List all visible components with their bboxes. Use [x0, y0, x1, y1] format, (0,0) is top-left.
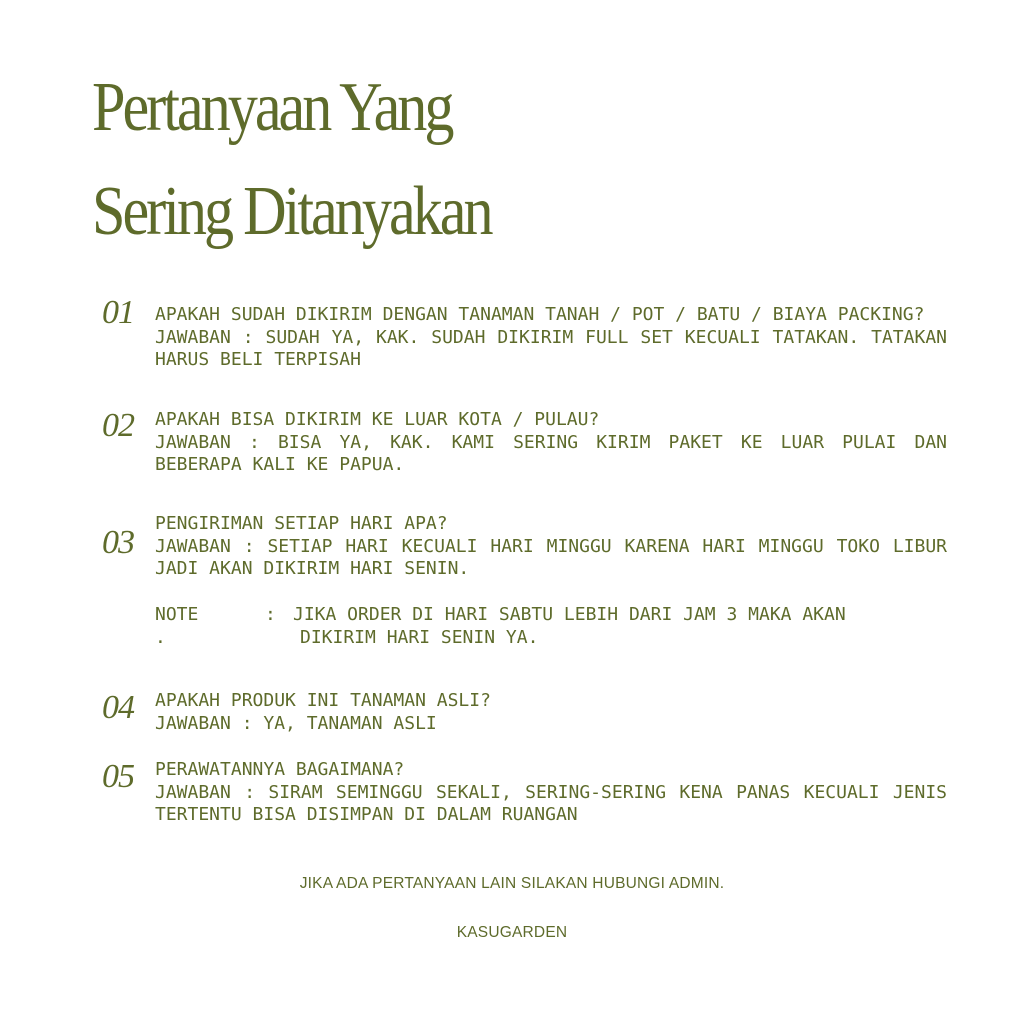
faq-item-04 [155, 690, 947, 735]
faq-number-05: 05 [102, 758, 134, 795]
footer-contact-text: JIKA ADA PERTANYAAN LAIN SILAKAN HUBUNGI ADMIN. [299, 875, 725, 892]
faq-item-05 [155, 759, 947, 827]
note-colon: : [265, 604, 276, 625]
note-text-line-2: DIKIRIM HARI SENIN YA. [300, 626, 539, 648]
faq-number-03: 03 [102, 524, 134, 561]
faq-answer-04: JAWABAN : YA, TANAMAN ASLI [155, 712, 437, 734]
footer-brand: KASUGARDEN [456, 924, 568, 941]
faq-question-01: APAKAH SUDAH DIKIRIM DENGAN TANAMAN TANAH / POT / BATU / BIAYA PACKING? [155, 304, 925, 325]
faq-item-02 [155, 409, 947, 477]
page-title [92, 56, 491, 264]
faq-item-03 [155, 513, 947, 581]
faq-number-02: 02 [102, 407, 134, 444]
note-text-line-1: JIKA ORDER DI HARI SABTU LEBIH DARI JAM 3 MAKA AKAN [293, 604, 846, 625]
faq-item-01 [155, 304, 947, 372]
faq-question-05: PERAWATANNYA BAGAIMANA? [155, 759, 405, 780]
faq-answer-01: JAWABAN : SUDAH YA, KAK. SUDAH DIKIRIM FULL SET KECUALI TATAKAN. TATAKAN HARUS BELI TERPISAH [155, 326, 947, 370]
page-title-line-2: Sering Ditanyakan [92, 173, 491, 250]
note-text [293, 604, 947, 649]
faq-answer-03: JAWABAN : SETIAP HARI KECUALI HARI MINGGU KARENA HARI MINGGU TOKO LIBUR JADI AKAN DIKIRIM HARI SENIN. [155, 535, 947, 579]
note-dot: . [155, 626, 166, 648]
faq-question-03: PENGIRIMAN SETIAP HARI APA? [155, 513, 448, 534]
faq-number-04: 04 [102, 689, 134, 726]
faq-question-04: APAKAH PRODUK INI TANAMAN ASLI? [155, 690, 491, 711]
faq-question-02: APAKAH BISA DIKIRIM KE LUAR KOTA / PULAU? [155, 409, 600, 430]
faq-answer-02: JAWABAN : BISA YA, KAK. KAMI SERING KIRIM PAKET KE LUAR PULAI DAN BEBERAPA KALI KE PAPUA. [155, 431, 947, 475]
note-label: NOTE [155, 604, 199, 625]
page-title-line-1: Pertanyaan Yang [92, 69, 452, 146]
faq-answer-05: JAWABAN : SIRAM SEMINGGU SEKALI, SERING-SERING KENA PANAS KECUALI JENIS TERTENTU BISA DISIMPAN DI DALAM RUANGAN [155, 781, 947, 825]
faq-number-01: 01 [102, 294, 134, 331]
